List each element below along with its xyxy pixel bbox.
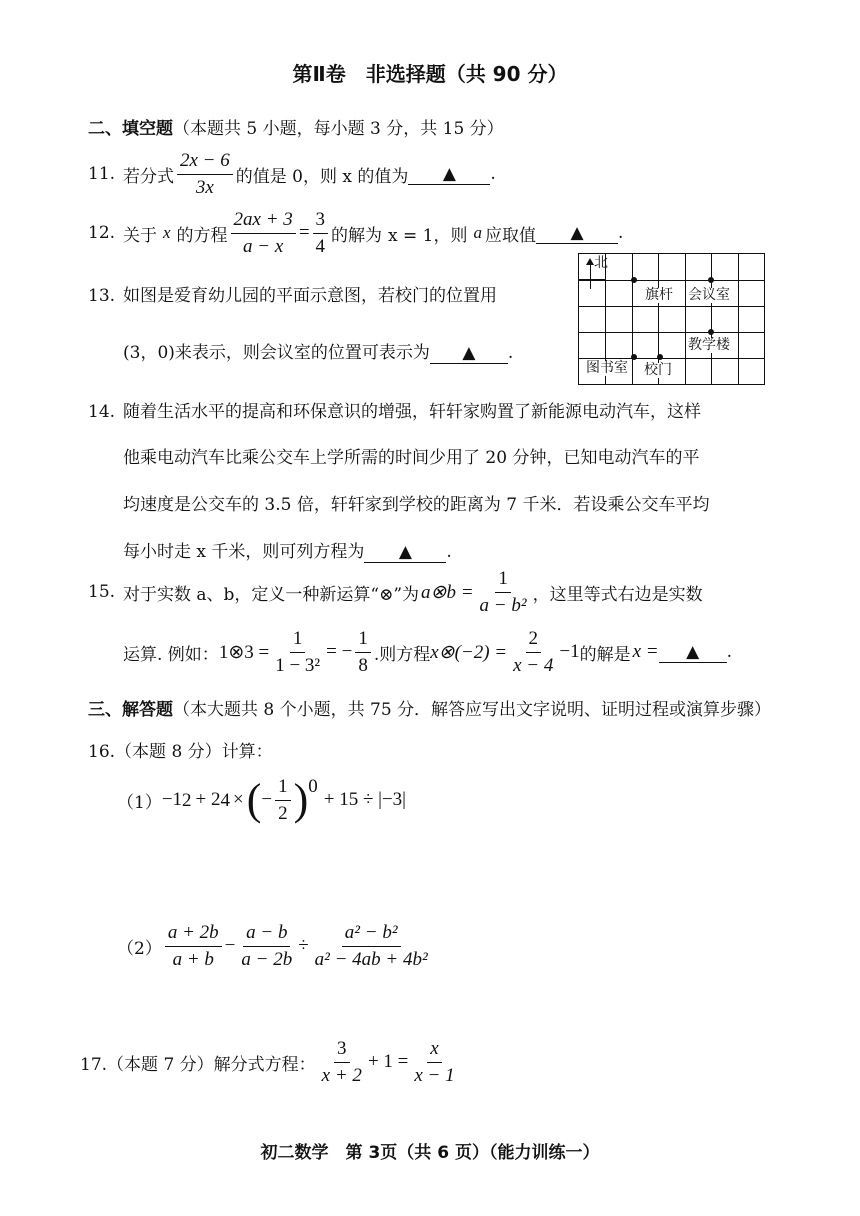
grid-line bbox=[579, 358, 764, 359]
north-arrow bbox=[590, 261, 591, 289]
fraction bbox=[231, 209, 296, 258]
denominator: 8 bbox=[358, 654, 368, 676]
period: . bbox=[618, 223, 624, 244]
denominator: a² − 4ab + 4b² bbox=[314, 948, 428, 970]
question-text: 运算. 例如： bbox=[123, 644, 219, 665]
question-number: 14. bbox=[88, 402, 116, 422]
answer-blank[interactable]: ▲ bbox=[536, 223, 618, 244]
kindergarten-map bbox=[578, 253, 765, 385]
denominator: 1 − 3² bbox=[275, 654, 321, 676]
question-16-header: 16.（本题 8 分）计算： bbox=[88, 742, 273, 762]
period: . bbox=[507, 343, 514, 363]
question-15-line-2 bbox=[123, 628, 732, 677]
school-gate-point bbox=[657, 354, 663, 360]
numerator: 3 bbox=[334, 1038, 350, 1063]
period: . bbox=[490, 164, 496, 185]
meeting-room-label: 会议室 bbox=[688, 287, 730, 303]
question-text: 应取值 bbox=[485, 225, 536, 246]
question-number: 11. bbox=[88, 164, 116, 185]
times-sign: × bbox=[233, 789, 244, 811]
denominator: a − b² bbox=[479, 594, 527, 616]
question-15-line-1 bbox=[88, 568, 703, 617]
flagpole-point bbox=[631, 277, 637, 283]
fraction bbox=[312, 922, 431, 971]
answer-blank[interactable]: ▲ bbox=[430, 343, 508, 364]
minus-sign: − bbox=[224, 935, 236, 957]
question-13-line-1 bbox=[88, 281, 497, 306]
right-paren: ) bbox=[293, 775, 309, 825]
exponent: 2 bbox=[182, 790, 192, 811]
fraction bbox=[275, 776, 291, 825]
numerator: 1 bbox=[495, 568, 511, 593]
numerator: 1 bbox=[275, 776, 291, 801]
question-text: 随着生活水平的提高和环保意识的增强，轩轩家购置了新能源电动汽车，这样 bbox=[123, 402, 701, 422]
period: . bbox=[726, 642, 733, 663]
page-footer: 初二数学 第 3页（共 6 页）（能力训练一） bbox=[260, 1143, 600, 1163]
answer-blank[interactable]: ▲ bbox=[659, 642, 727, 663]
denominator: a − x bbox=[243, 235, 284, 257]
grid-line bbox=[579, 332, 764, 333]
fraction bbox=[272, 628, 323, 677]
equals-sign: = − bbox=[326, 641, 353, 663]
part-label: （2） bbox=[117, 938, 162, 959]
variable: a bbox=[473, 223, 482, 243]
numerator: a + 2b bbox=[165, 922, 222, 947]
definition: a⊗b = bbox=[421, 581, 474, 603]
question-text: 关于 bbox=[123, 225, 157, 246]
teaching-building-label: 教学楼 bbox=[688, 337, 730, 353]
grid-line bbox=[579, 306, 764, 307]
fraction bbox=[313, 209, 329, 258]
denominator: a + b bbox=[172, 948, 214, 970]
question-11 bbox=[88, 150, 496, 199]
solution: x = bbox=[632, 641, 659, 663]
grid-line bbox=[632, 254, 633, 384]
question-number: 13. bbox=[88, 286, 116, 306]
denominator: 3x bbox=[195, 176, 214, 198]
question-number: 12. bbox=[88, 223, 116, 244]
section-3-header bbox=[88, 695, 771, 720]
numerator: x bbox=[427, 1038, 441, 1063]
equals-sign: = bbox=[298, 222, 310, 244]
question-text: 对于实数 a、b，定义一种新运算“⊗”为 bbox=[123, 584, 420, 605]
numerator: 1 bbox=[355, 628, 371, 653]
denominator: a − 2b bbox=[241, 948, 293, 970]
section-2-title: 二、填空题 bbox=[88, 119, 173, 139]
fraction bbox=[165, 922, 222, 971]
section-2-note: （本题共 5 小题，每小题 3 分，共 15 分） bbox=[173, 119, 504, 139]
numerator: 2x − 6 bbox=[177, 150, 233, 175]
fraction bbox=[177, 150, 233, 199]
answer-blank[interactable]: ▲ bbox=[408, 164, 490, 185]
denominator: 4 bbox=[315, 235, 326, 257]
denominator: 2 bbox=[278, 802, 288, 824]
question-14-line-1 bbox=[88, 397, 701, 422]
question-text: 如图是爱育幼儿园的平面示意图，若校门的位置用 bbox=[123, 286, 497, 306]
school-gate-label: 校门 bbox=[644, 362, 672, 378]
library-label: 图书室 bbox=[586, 360, 628, 376]
equation-middle: + 1 = bbox=[367, 1051, 409, 1073]
question-text: ，这里等式右边是实数 bbox=[532, 584, 703, 605]
question-text: 若分式 bbox=[123, 166, 174, 187]
section-2-header bbox=[88, 114, 504, 139]
left-paren: ( bbox=[246, 775, 262, 825]
divide-sign: ÷ bbox=[298, 935, 309, 957]
exponent: 0 bbox=[308, 776, 318, 797]
section-3-title: 三、解答题 bbox=[88, 700, 173, 720]
grid-line bbox=[711, 254, 712, 384]
numerator: 2ax + 3 bbox=[231, 209, 296, 234]
grid-line bbox=[685, 254, 686, 384]
question-number: 15. bbox=[88, 582, 116, 603]
example: 1⊗3 = bbox=[218, 641, 270, 663]
period: . bbox=[446, 542, 452, 562]
question-text: 的方程 bbox=[176, 225, 228, 246]
term: + 2 bbox=[195, 789, 221, 811]
question-14-line-2: 他乘电动汽车比乘公交车上学所需的时间少用了 20 分钟，已知电动汽车的平 bbox=[123, 448, 700, 468]
denominator: x + 2 bbox=[321, 1064, 362, 1086]
numerator: 3 bbox=[313, 209, 329, 234]
fraction bbox=[510, 628, 556, 677]
equation: x⊗(−2) = bbox=[430, 641, 508, 663]
denominator: x − 1 bbox=[414, 1064, 455, 1086]
numerator: a² − b² bbox=[342, 922, 401, 947]
part-label: （1） bbox=[117, 792, 162, 813]
exponent: 4 bbox=[220, 790, 231, 811]
north-label: 北 bbox=[594, 255, 608, 271]
fraction bbox=[319, 1038, 365, 1087]
term: −1 bbox=[161, 789, 183, 811]
flagpole-label: 旗杆 bbox=[645, 287, 673, 303]
fraction bbox=[477, 568, 530, 617]
denominator: x − 4 bbox=[513, 654, 554, 676]
grid-line bbox=[738, 254, 739, 384]
question-text: 的值是 0，则 x 的值为 bbox=[235, 166, 409, 187]
question-16-part-1 bbox=[117, 776, 406, 825]
numerator: 2 bbox=[526, 628, 542, 653]
question-17 bbox=[80, 1038, 461, 1087]
library-point bbox=[631, 354, 637, 360]
question-14-line-3: 均速度是公交车的 3.5 倍，轩轩家到学校的距离为 7 千米．若设乘公交车平均 bbox=[123, 495, 710, 515]
numerator: a − b bbox=[243, 922, 290, 947]
variable: x bbox=[163, 223, 171, 243]
question-text: 的解是 bbox=[579, 644, 631, 665]
numerator: 1 bbox=[290, 628, 306, 653]
fraction bbox=[238, 922, 295, 971]
question-12 bbox=[88, 209, 623, 258]
question-text: 的解为 bbox=[331, 225, 383, 246]
section-3-note: （本大题共 8 个小题，共 75 分．解答应写出文字说明、证明过程或演算步骤） bbox=[173, 700, 772, 720]
equation-tail: −1 bbox=[559, 641, 580, 663]
question-16-part-2 bbox=[117, 922, 434, 971]
question-text: 每小时走 x 千米，则可列方程为 bbox=[123, 542, 365, 562]
question-14-line-4 bbox=[123, 537, 452, 563]
question-text: (3，0)来表示，则会议室的位置可表示为 bbox=[123, 343, 430, 363]
question-13-line-2 bbox=[123, 338, 513, 364]
answer-blank[interactable]: ▲ bbox=[364, 542, 446, 563]
fraction bbox=[411, 1038, 457, 1087]
term: + 15 ÷ |−3| bbox=[323, 789, 406, 811]
teaching-building-point bbox=[708, 329, 714, 335]
solution-text: x = 1，则 bbox=[388, 225, 468, 246]
page-title: 第Ⅱ卷 非选择题（共 90 分） bbox=[292, 62, 568, 86]
meeting-room-point bbox=[708, 277, 714, 283]
grid-line bbox=[579, 280, 764, 281]
question-text: .则方程 bbox=[373, 644, 431, 665]
question-header: 17.（本题 7 分）解分式方程： bbox=[80, 1054, 316, 1075]
minus-sign: − bbox=[261, 789, 273, 811]
fraction bbox=[355, 628, 371, 677]
